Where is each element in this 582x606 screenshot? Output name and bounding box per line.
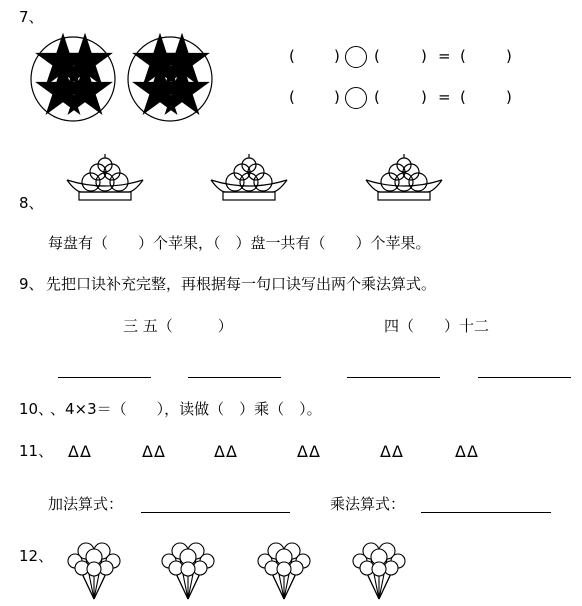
triangle-group-2: ΔΔ bbox=[142, 442, 166, 461]
q11-multiplication-answer-line[interactable] bbox=[421, 512, 551, 513]
q9-number: 9、 bbox=[19, 275, 44, 293]
q9-answer-line-1[interactable] bbox=[58, 377, 151, 378]
triangle-group-4: ΔΔ bbox=[297, 442, 321, 461]
q9-rhyme-2: 四（ ）十二 bbox=[384, 317, 490, 335]
q9-answer-line-2[interactable] bbox=[188, 377, 281, 378]
q11-addition-answer-line[interactable] bbox=[141, 512, 290, 513]
balloon-bunch-1-icon bbox=[66, 541, 122, 603]
triangle-group-6: ΔΔ bbox=[455, 442, 479, 461]
q10-number: 10、 bbox=[19, 400, 54, 418]
q7-r2-equals: = bbox=[438, 88, 451, 106]
q7-r2-paren-close-1: ) bbox=[334, 88, 340, 106]
q9-answer-line-3[interactable] bbox=[347, 377, 440, 378]
q9-rhyme-1: 三 五（ ） bbox=[123, 317, 233, 335]
q11-number: 11、 bbox=[19, 442, 54, 460]
apple-plate-1-icon bbox=[65, 156, 145, 201]
q7-r1-equals: = bbox=[438, 47, 451, 65]
balloon-bunch-4-icon bbox=[351, 541, 407, 603]
q7-r1-paren-open-3: ( bbox=[460, 47, 466, 65]
balloon-bunch-3-icon bbox=[256, 541, 312, 603]
q12-number: 12、 bbox=[19, 547, 54, 565]
q11-addition-label: 加法算式： bbox=[48, 495, 124, 513]
q7-r1-paren-close-2: ) bbox=[421, 47, 427, 65]
apple-plate-2-icon bbox=[209, 156, 289, 201]
q9-instruction: 先把口诀补充完整，再根据每一句口诀写出两个乘法算式。 bbox=[46, 275, 437, 293]
q8-number: 8、 bbox=[19, 194, 44, 212]
q7-r2-paren-close-3: ) bbox=[506, 88, 512, 106]
q7-r2-paren-open-1: ( bbox=[289, 88, 295, 106]
q7-r1-paren-open-2: ( bbox=[374, 47, 380, 65]
q11-multiplication-label: 乘法算式： bbox=[330, 495, 406, 513]
q7-r2-paren-close-2: ) bbox=[421, 88, 427, 106]
apple-plate-3-icon bbox=[364, 156, 444, 201]
operator-circle-icon bbox=[344, 86, 368, 110]
triangle-group-3: ΔΔ bbox=[214, 442, 238, 461]
operator-circle-icon bbox=[344, 45, 368, 69]
q7-r1-paren-close-3: ) bbox=[506, 47, 512, 65]
q7-number: 7、 bbox=[19, 8, 44, 26]
q9-answer-line-4[interactable] bbox=[478, 377, 571, 378]
q7-r2-paren-open-2: ( bbox=[374, 88, 380, 106]
q7-r1-paren-close-1: ) bbox=[334, 47, 340, 65]
star-plate-1-icon bbox=[30, 36, 120, 126]
star-plate-2-icon bbox=[127, 36, 217, 126]
q8-question-text: 每盘有（ ）个苹果，（ ）盘一共有（ ）个苹果。 bbox=[48, 234, 431, 252]
q7-r1-paren-open-1: ( bbox=[289, 47, 295, 65]
triangle-group-5: ΔΔ bbox=[380, 442, 404, 461]
q7-r2-paren-open-3: ( bbox=[460, 88, 466, 106]
balloon-bunch-2-icon bbox=[160, 541, 216, 603]
triangle-group-1: ΔΔ bbox=[68, 442, 92, 461]
q10-question-text: 、4×3＝（ ），读做（ ）乘（ ）。 bbox=[50, 400, 322, 418]
